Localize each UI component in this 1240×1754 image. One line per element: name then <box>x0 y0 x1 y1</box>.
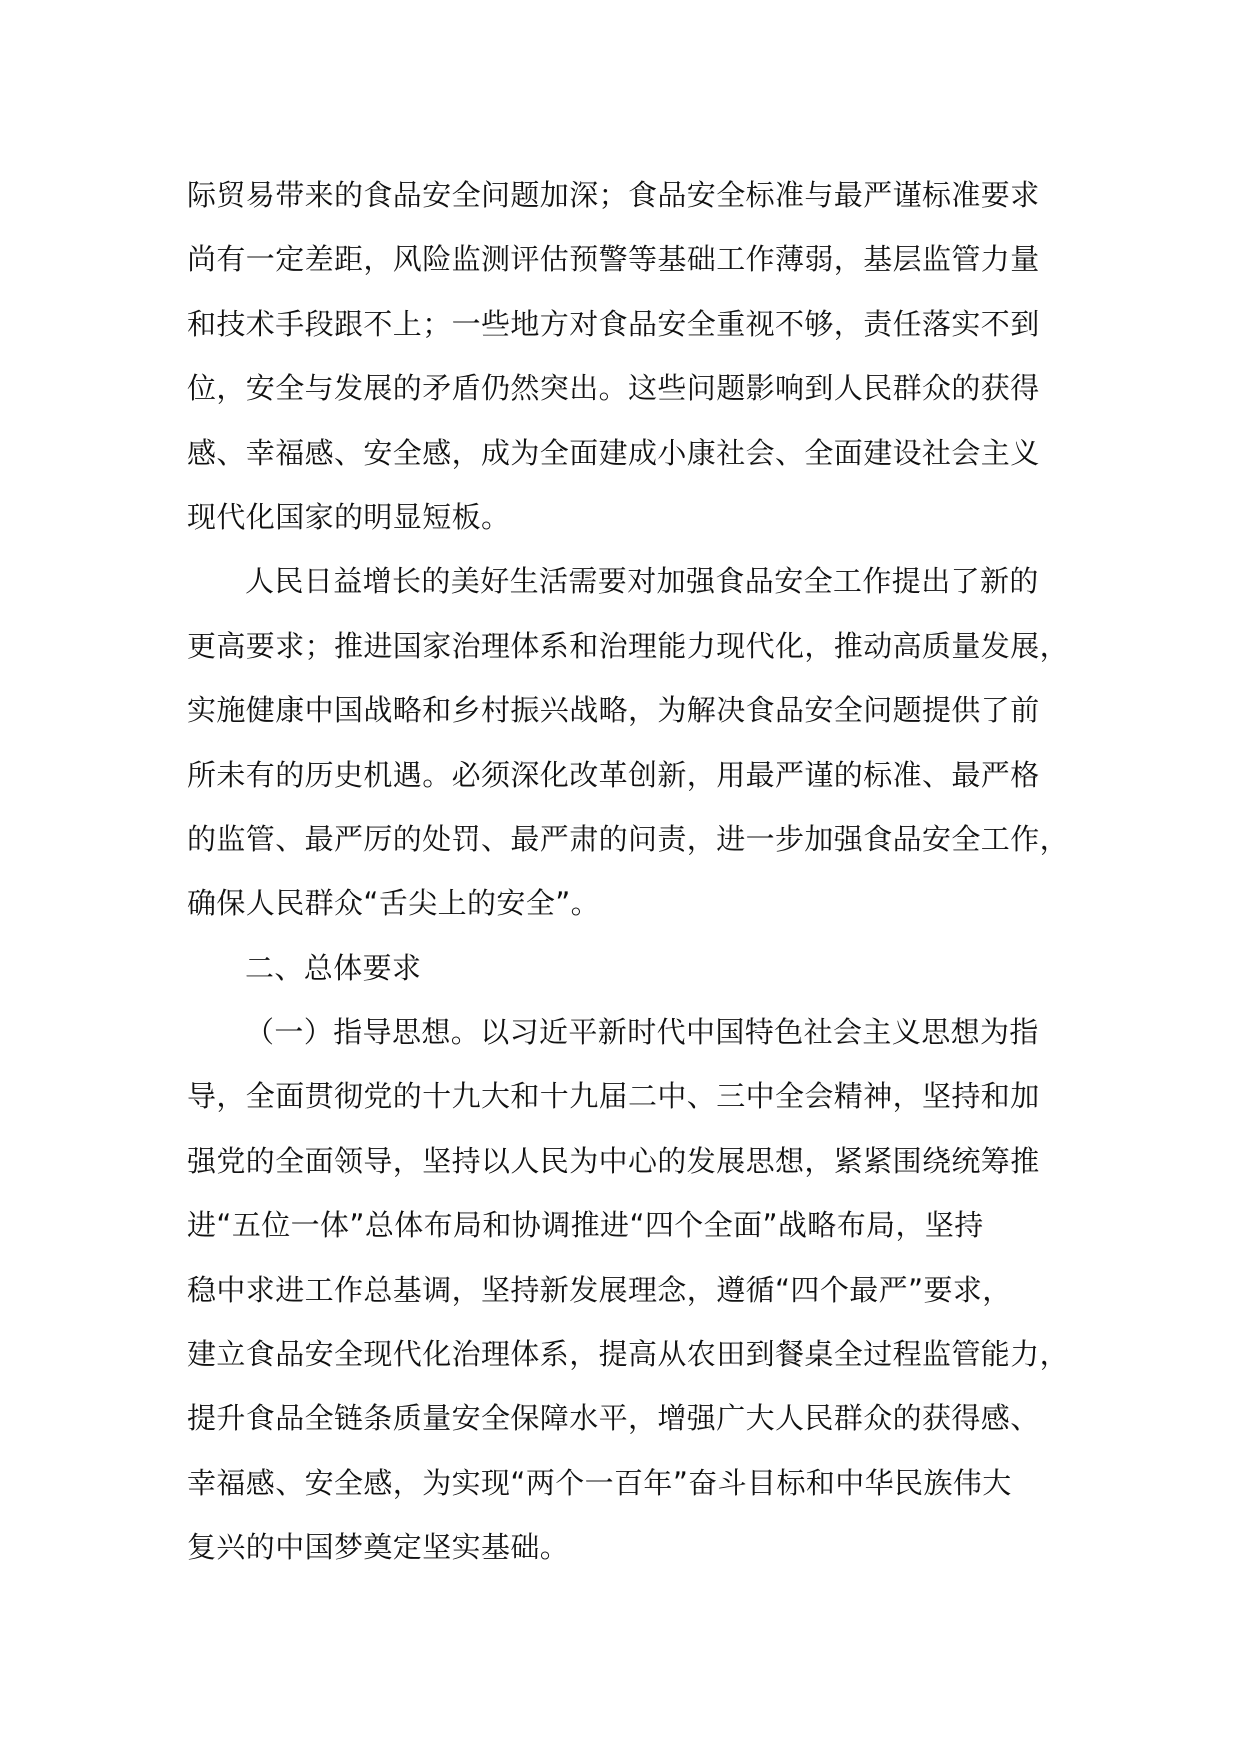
text-line: 际贸易带来的食品安全问题加深；食品安全标准与最严谨标准要求 <box>187 178 1040 212</box>
section-heading: 二、总体要求 <box>245 950 422 985</box>
text-line: 导，全面贯彻党的十九大和十九届二中、三中全会精神，坚持和加 <box>187 1079 1040 1114</box>
paragraph-start-line: （一）指导思想。以习近平新时代中国特色社会主义思想为指 <box>245 1015 1039 1050</box>
text-line: 所未有的历史机遇。必须深化改革创新，用最严谨的标准、最严格 <box>187 757 1040 792</box>
text-line: 和技术手段跟不上；一些地方对食品安全重视不够，责任落实不到 <box>187 306 1040 341</box>
body-text <box>187 163 1087 1580</box>
text-line: 建立食品安全现代化治理体系，提高从农田到餐桌全过程监管能力， <box>187 1337 1070 1372</box>
text-line: 尚有一定差距，风险监测评估预警等基础工作薄弱，基层监管力量 <box>187 242 1040 277</box>
text-line: 幸福感、安全感，为实现“两个一百年”奋斗目标和中华民族伟大 <box>187 1465 1012 1500</box>
text-line: 确保人民群众“舌尖上的安全”。 <box>187 886 601 921</box>
text-line: 实施健康中国战略和乡村振兴战略，为解决食品安全问题提供了前 <box>187 693 1040 728</box>
text-line: 进“五位一体”总体布局和协调推进“四个全面”战略布局，坚持 <box>187 1208 984 1243</box>
text-line: 强党的全面领导，坚持以人民为中心的发展思想，紧紧围绕统筹推 <box>187 1143 1040 1178</box>
text-line: 提升食品全链条质量安全保障水平，增强广大人民群众的获得感、 <box>187 1401 1040 1436</box>
text-line: 感、幸福感、安全感，成为全面建成小康社会、全面建设社会主义 <box>187 435 1040 470</box>
text-line: 现代化国家的明显短板。 <box>187 499 511 534</box>
text-line: 更高要求；推进国家治理体系和治理能力现代化，推动高质量发展， <box>187 628 1070 663</box>
text-line: 复兴的中国梦奠定坚实基础。 <box>187 1530 570 1565</box>
text-line: 位，安全与发展的矛盾仍然突出。这些问题影响到人民群众的获得 <box>187 371 1040 406</box>
text-line: 稳中求进工作总基调，坚持新发展理念，遵循“四个最严”要求， <box>187 1272 1012 1307</box>
text-line: 的监管、最严厉的处罚、最严肃的问责，进一步加强食品安全工作， <box>187 821 1070 856</box>
paragraph-start-line: 人民日益增长的美好生活需要对加强食品安全工作提出了新的 <box>245 564 1039 599</box>
